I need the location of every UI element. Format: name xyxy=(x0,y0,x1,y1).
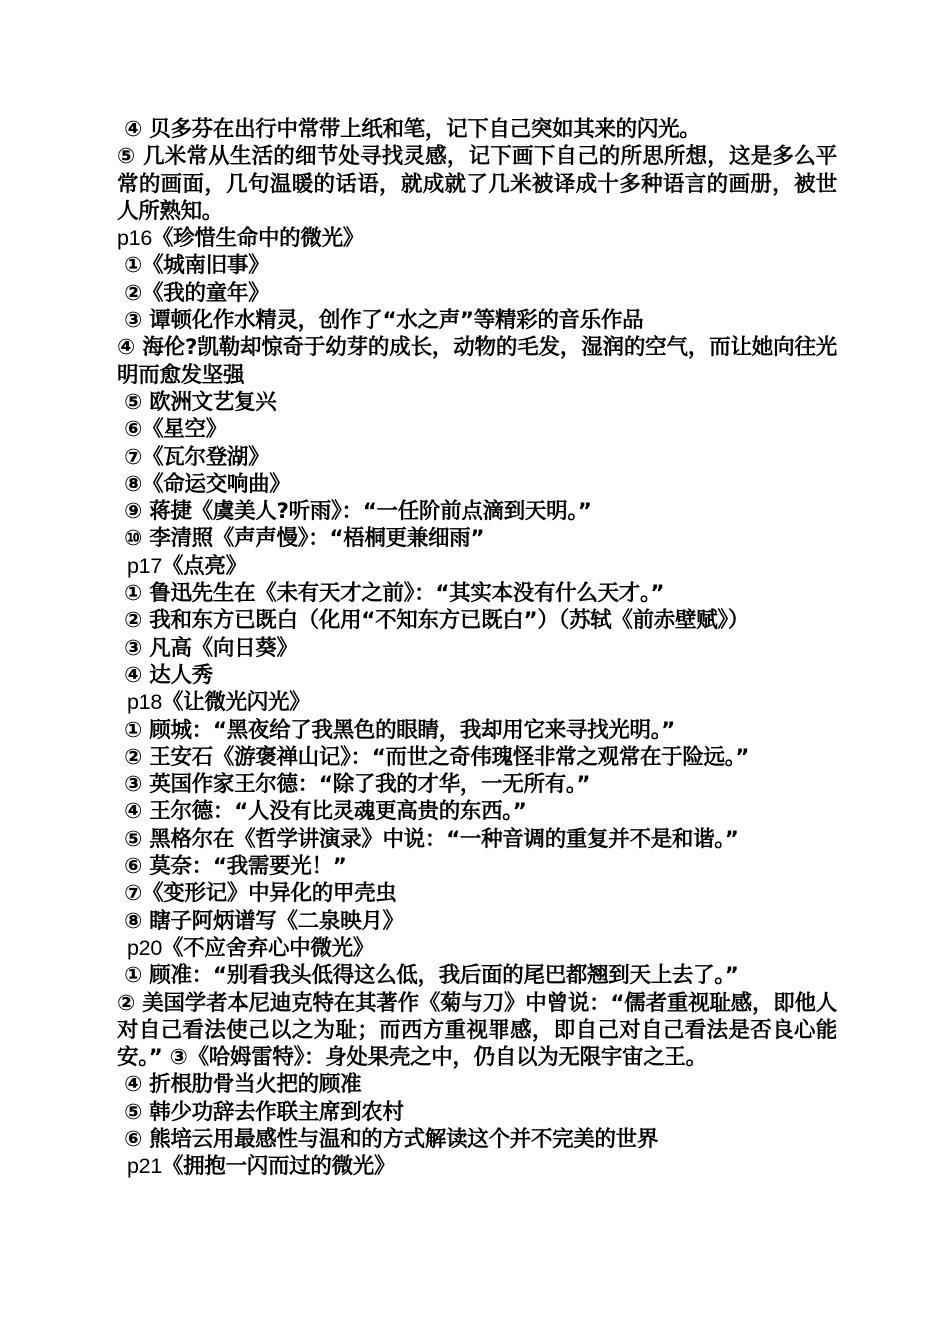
list-item: ⑤ 欧洲文艺复兴 xyxy=(117,389,277,415)
list-item: ⑦《变形记》中异化的甲壳虫 xyxy=(117,881,397,907)
page-number: p18 xyxy=(127,690,162,715)
section-heading xyxy=(117,935,837,962)
list-item: ④ 达人秀 xyxy=(117,662,213,688)
list-item: ②《我的童年》 xyxy=(117,280,270,306)
page-number: p21 xyxy=(127,1154,162,1179)
section-heading xyxy=(117,225,837,252)
paragraph: ② 美国学者本尼迪克特在其著作《菊与刀》中曾说：“儒者重视耻感，即他人对自己看法使己以之为耻；而西方重视罪感，即自己对自己看法是否良心能安。” ③《哈姆雷特》：身处果壳之中，仍自以为无限宇宙之王。 xyxy=(117,990,837,1071)
list-item: ⑧ 瞎子阿炳谱写《二泉映月》 xyxy=(117,908,404,934)
paragraph: ④ 海伦?凯勒却惊奇于幼芽的成长，动物的毛发，湿润的空气，而让她向往光明而愈发坚强 xyxy=(117,335,837,388)
list-item: ⑥ 熊培云用最感性与温和的方式解读这个并不完美的世界 xyxy=(117,1126,659,1152)
list-item: ③ 凡高《向日葵》 xyxy=(117,635,298,661)
page-number: p20 xyxy=(127,935,162,960)
list-item: ⑨ 蒋捷《虞美人?听雨》：“一任阶前点滴到天明。” xyxy=(117,499,592,525)
page-number: p16 xyxy=(117,226,152,251)
paragraph: ⑤ 几米常从生活的细节处寻找灵感，记下画下自己的所思所想，这是多么平常的画面，几句温暖的话语，就成就了几米被译成十多种语言的画册，被世人所熟知。 xyxy=(117,144,837,224)
section-heading xyxy=(117,553,837,580)
section-title: 《珍惜生命中的微光》 xyxy=(151,226,364,252)
list-item: ① 顾城：“黑夜给了我黑色的眼睛，我却用它来寻找光明。” xyxy=(117,717,675,743)
list-item: ⑤ 黑格尔在《哲学讲演录》中说：“一种音调的重复并不是和谐。” xyxy=(117,826,739,852)
list-item: ⑥《星空》 xyxy=(117,417,227,443)
section-heading xyxy=(117,1153,837,1180)
list-item: ① 顾准：“别看我头低得这么低，我后面的尾巴都翘到天上去了。” xyxy=(117,963,739,989)
section-title: 《不应舍弃心中微光》 xyxy=(161,935,374,961)
list-item: ③ 英国作家王尔德：“除了我的才华，一无所有。” xyxy=(117,772,591,798)
list-item: ⑥ 莫奈：“我需要光！” xyxy=(117,854,347,880)
section-title: 《让微光闪光》 xyxy=(161,690,311,716)
document-body xyxy=(117,116,837,1181)
page-number: p17 xyxy=(127,553,162,578)
list-item: ⑩ 李清照《声声慢》：“梧桐更兼细雨” xyxy=(117,526,485,552)
list-item: ④ 王尔德：“人没有比灵魂更高贵的东西。” xyxy=(117,799,527,825)
list-item: ④ 折根肋骨当火把的顾准 xyxy=(117,1072,362,1098)
list-item: ⑧《命运交响曲》 xyxy=(117,471,291,497)
list-item: ④ 贝多芬在出行中常带上纸和笔，记下自己突如其来的闪光。 xyxy=(117,117,701,142)
list-item: ①《城南旧事》 xyxy=(117,253,270,279)
list-item: ⑦《瓦尔登湖》 xyxy=(117,444,270,470)
section-heading xyxy=(117,689,837,716)
list-item: ① 鲁迅先生在《未有天才之前》：“其实本没有什么天才。” xyxy=(117,581,665,607)
section-title: 《点亮》 xyxy=(161,553,247,579)
section-title: 《拥抱一闪而过的微光》 xyxy=(161,1154,396,1180)
list-item: ⑤ 韩少功辞去作联主席到农村 xyxy=(117,1099,404,1125)
list-item: ② 王安石《游褒禅山记》：“而世之奇伟瑰怪非常之观常在于险远。” xyxy=(117,744,750,770)
list-item: ② 我和东方已既白（化用“不知东方已既白”）（苏轼《前赤壁赋》） xyxy=(117,608,750,634)
list-item: ③ 谭顿化作水精灵，创作了“水之声”等精彩的音乐作品 xyxy=(117,308,644,334)
